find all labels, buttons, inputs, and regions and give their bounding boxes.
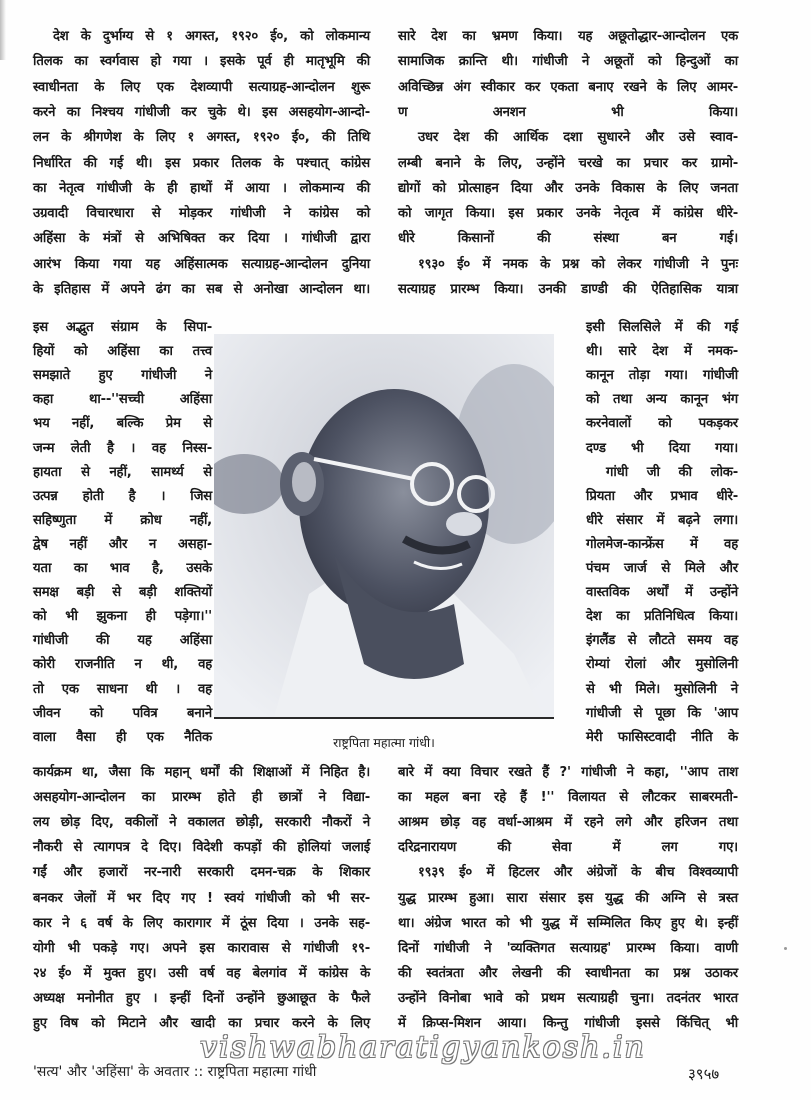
text-line: समक्ष बड़ी से बड़ी शक्तियों <box>33 585 212 601</box>
text-line: धीरे संसार में बढ़ने लगा। <box>586 512 738 528</box>
text-line: था। अंग्रेज भारत को भी युद्ध में सम्मिलित किए हुए थे। इन्हीं <box>398 915 738 931</box>
text-line: वास्तविक अर्थों में उन्होंने <box>586 585 738 601</box>
text-line: लय छोड़ दिए, वकीलों ने वकालत छोड़ी, सरकारी नौकरों ने <box>33 815 370 831</box>
text-line: आश्रम छोड़ वह वर्धा-आश्रम में रहने लगे और हरिजन तथा <box>398 815 738 831</box>
text-line: उत्पन्न होती है । जिस <box>33 488 212 504</box>
text-line: धीरे किसानों की संस्था बन गई। <box>398 231 738 247</box>
text-line: कहा था--''सच्ची अहिंसा <box>33 392 212 408</box>
text-line: असहयोग-आन्दोलन का प्रारम्भ होते ही छात्रों ने विद्या- <box>33 790 370 806</box>
text-line: अविच्छिन्न अंग स्वीकार कर एकता बनाए रखने के लिए आमर- <box>398 79 738 95</box>
text-line: को भी झुकना ही पड़ेगा।'' <box>33 609 212 625</box>
text-line: अध्यक्ष मनोनीत हुए । इन्हीं दिनों उन्होंने छुआछूत के फैले <box>33 990 370 1006</box>
gandhi-portrait-image <box>214 334 554 717</box>
text-line: निर्धारित की गई थी। इस प्रकार तिलक के पश्चात् कांग्रेस <box>33 155 370 171</box>
text-line: यता का भाव है, उसके <box>33 561 212 576</box>
watermark: vishwabharatigyankosh.in <box>200 1030 646 1065</box>
text-line: सारे देश का भ्रमण किया। यह अछूतोद्धार-आन्दोलन एक <box>398 29 738 44</box>
text-line: का नेतृत्व गांधीजी के ही हाथों में आया । लोकमान्य की <box>33 180 370 196</box>
text-line: तो एक साधना थी । वह <box>33 681 212 697</box>
text-line: गांधीजी से पूछा कि 'आप <box>586 705 738 721</box>
text-line: की स्वतंत्रता और लेखनी की स्वाधीनता का प्रश्न उठाकर <box>398 965 738 981</box>
text-line: सहिष्णुता में क्रोध नहीं, <box>33 512 212 528</box>
text-line: हुए विष को मिटाने और खादी का प्रचार करने के लिए <box>33 1016 370 1031</box>
text-line: १९३९ ई० में हिटलर और अंग्रेजों के बीच विश्वव्यापी <box>418 865 738 881</box>
text-line: २४ ई० में मुक्त हुए। उसी वर्ष वह बेलगांव में कांग्रेस के <box>33 965 370 981</box>
scan-speck <box>784 947 787 950</box>
text-line: सामाजिक क्रान्ति थी। गांधीजी ने अछूतों को हिन्दुओं का <box>398 54 738 70</box>
text-line: बनकर जेलों में भर दिए गए ! स्वयं गांधीजी को भी सर- <box>33 890 370 906</box>
text-line: गांधीजी की यह अहिंसा <box>33 633 212 649</box>
text-line: थी। सारे देश में नमक- <box>586 344 738 360</box>
text-line: कार्यक्रम था, जैसा कि महान् धर्मों की शिक्षाओं में निहित है। <box>33 765 370 780</box>
text-line: कार ने ६ वर्ष के लिए कारागार में ठूंस दिया । उनके सह- <box>33 915 370 931</box>
text-line: करनेवालों को पकड़कर <box>586 416 738 432</box>
text-line: दरिद्रनारायण की सेवा में लग गए। <box>398 840 738 856</box>
text-line: १९३० ई० में नमक के प्रश्न को लेकर गांधीजी ने पुनः <box>418 256 738 272</box>
text-line: स्वाधीनता के लिए एक देशव्यापी सत्याग्रह-आन्दोलन शुरू <box>33 79 370 95</box>
text-line: लन के श्रीगणेश के लिए १ अगस्त, १९२० ई०, की तिथि <box>33 130 370 146</box>
text-line: रोम्यां रोलां और मुसोलिनी <box>586 657 738 673</box>
text-line: योगी भी पकड़े गए। अपने इस कारावास से गांधीजी १९- <box>33 940 370 956</box>
text-line: सत्याग्रह प्रारम्भ किया। उनकी डाण्डी की ऐतिहासिक यात्रा <box>398 282 738 297</box>
text-line: अहिंसा के मंत्रों से अभिषिक्त कर दिया । गांधीजी द्वारा <box>33 231 370 247</box>
text-line: उन्होंने विनोबा भावे को प्रथम सत्याग्रही चुना। तदनंतर भारत <box>398 990 738 1006</box>
text-line: इस अद्भुत संग्राम के सिपा- <box>33 320 212 335</box>
text-line: कानून तोड़ा गया। गांधीजी <box>586 368 738 384</box>
text-line: इसी सिलसिले में की गई <box>586 320 738 335</box>
text-line: द्वेष नहीं और न असहा- <box>33 536 212 552</box>
text-line: करने का निश्चय गांधीजी कर चुके थे। इस असहयोग-आन्दो- <box>33 104 370 120</box>
text-line: में क्रिप्स-मिशन आया। किन्तु गांधीजी इससे किंचित् भी <box>398 1016 738 1031</box>
page-edge-shadow <box>0 0 6 60</box>
text-line: नौकरी से त्यागपत्र दे दिए। विदेशी कपड़ों की होलियां जलाई <box>33 840 370 856</box>
portrait-photo <box>214 334 554 719</box>
text-line: से भी मिले। मुसोलिनी ने <box>586 681 738 697</box>
text-line: का महल बना रहे हैं !'' विलायत से लौटकर साबरमती- <box>398 790 738 806</box>
text-line: जन्म लेती है । वह निस्स- <box>33 440 212 456</box>
text-line: उग्रवादी विचारधारा से मोड़कर गांधीजी ने कांग्रेस को <box>33 206 370 222</box>
text-line: समझाते हुए गांधीजी ने <box>33 368 212 384</box>
text-line: पंचम जार्ज से मिले और <box>586 561 738 576</box>
text-line: द्योगों को प्रोत्साहन दिया और उनके विकास के लिए जनता <box>398 180 738 196</box>
text-line: वाला वैसा ही एक नैतिक <box>33 729 212 745</box>
running-title: 'सत्य' और 'अहिंसा' के अवतार :: राष्ट्रपिता महात्मा गांधी <box>33 1064 317 1080</box>
text-line: तिलक का स्वर्गवास हो गया । इसके पूर्व ही मातृभूमि की <box>33 54 370 70</box>
text-line: गांधी जी की लोक- <box>606 464 738 480</box>
text-line: लम्बी बनाने के लिए, उन्होंने चरखे का प्रचार कर ग्रामो- <box>398 155 738 171</box>
text-line: देश के दुर्भाग्य से १ अगस्त, १९२० ई०, को लोकमान्य <box>53 29 370 44</box>
text-line: प्रियता और प्रभाव धीरे- <box>586 488 738 504</box>
photo-caption: राष्ट्रपिता महात्मा गांधी। <box>333 735 435 750</box>
text-line: को तथा अन्य कानून भंग <box>586 392 738 408</box>
text-line: जीवन को पवित्र बनाने <box>33 705 212 721</box>
text-line: उधर देश की आर्थिक दशा सुधारने और उसे स्वाव- <box>418 130 738 146</box>
text-line: बारे में क्या विचार रखते हैं ?' गांधीजी ने कहा, ''आप ताश <box>398 765 738 780</box>
text-line: आरंभ किया गया यह अहिंसात्मक सत्याग्रह-आन्दोलन दुनिया <box>33 256 370 272</box>
text-line: दण्ड भी दिया गया। <box>586 440 738 456</box>
text-line: हियों को अहिंसा का तत्त्व <box>33 344 212 360</box>
text-line: के इतिहास में अपने ढंग का सब से अनोखा आन्दोलन था। <box>33 282 370 297</box>
text-line: गईं और हजारों नर-नारी सरकारी दमन-चक्र के शिकार <box>33 865 370 881</box>
text-line: को जागृत किया। इस प्रकार उनके नेतृत्व में कांग्रेस धीरे- <box>398 206 738 222</box>
text-line: ण अनशन भी किया। <box>398 104 738 120</box>
text-line: इंगलैंड से लौटते समय वह <box>586 633 738 649</box>
text-line: भय नहीं, बल्कि प्रेम से <box>33 416 212 432</box>
page-number: ३९५७ <box>688 1065 720 1083</box>
text-line: गोलमेज-कान्फ्रेंस में वह <box>586 536 738 552</box>
text-line: देश का प्रतिनिधित्व किया। <box>586 609 738 625</box>
text-line: मेरी फासिस्टवादी नीति के <box>586 729 738 745</box>
text-line: हायता से नहीं, सामर्थ्य से <box>33 464 212 480</box>
text-line: कोरी राजनीति न थी, वह <box>33 657 212 673</box>
text-line: दिनों गांधीजी ने 'व्यक्तिगत सत्याग्रह' प्रारम्भ किया। वाणी <box>398 940 738 956</box>
text-line: युद्ध प्रारम्भ हुआ। सारा संसार इस युद्ध की अग्नि से त्रस्त <box>398 890 738 906</box>
